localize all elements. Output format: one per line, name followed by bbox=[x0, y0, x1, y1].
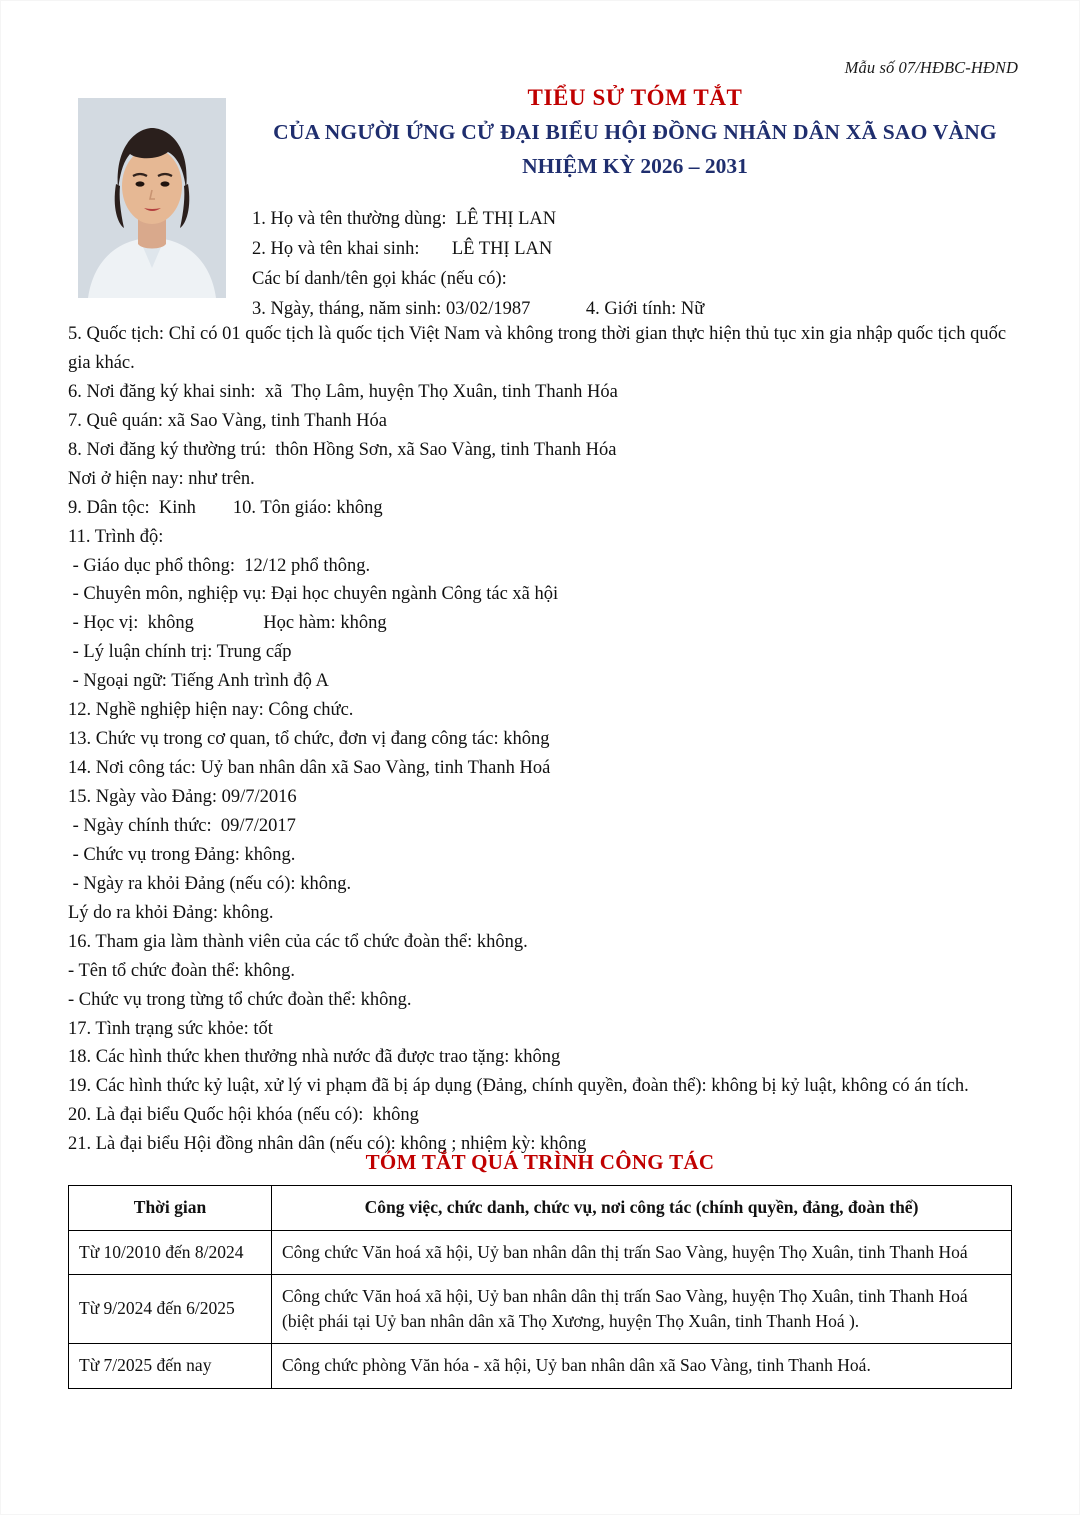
info-line: 20. Là đại biểu Quốc hội khóa (nếu có): không bbox=[68, 1105, 419, 1126]
title-line-1: TIỂU SỬ TÓM TẮT bbox=[527, 85, 743, 110]
info-line: 7. Quê quán: xã Sao Vàng, tinh Thanh Hóa bbox=[68, 410, 387, 431]
info-line: - Lý luận chính trị: Trung cấp bbox=[68, 642, 292, 663]
cell-description: Công chức Văn hoá xã hội, Uỷ ban nhân dân thị trấn Sao Vàng, huyện Thọ Xuân, tinh Thanh Hoá (biệt phái tại Uỷ ban nhân dân xã Thọ Xương, huyện Thọ Xuân, tinh Thanh Hoá ). bbox=[272, 1275, 1012, 1344]
personal-info-body bbox=[68, 320, 1020, 1159]
info-line: 15. Ngày vào Đảng: 09/7/2016 bbox=[68, 787, 297, 807]
info-line: 19. Các hình thức kỷ luật, xử lý vi phạm đã bị áp dụng (Đảng, chính quyền, đoàn thể): không bị kỷ luật, không có án tích. bbox=[68, 1076, 969, 1097]
info-line: - Chuyên môn, nghiệp vụ: Đại học chuyên ngành Công tác xã hội bbox=[68, 584, 559, 605]
candidate-photo bbox=[78, 98, 226, 298]
info-line: 5. Quốc tịch: Chỉ có 01 quốc tịch là quốc tịch Việt Nam và không trong thời gian thực hiện thủ tục xin gia nhập quốc tịch quốc gia khác. bbox=[68, 324, 1011, 373]
personal-info-top bbox=[252, 205, 704, 325]
info-line: 9. Dân tộc: Kinh 10. Tôn giáo: không bbox=[68, 497, 383, 518]
info-line: - Ngày chính thức: 09/7/2017 bbox=[68, 815, 296, 836]
info-line: 1. Họ và tên thường dùng: LÊ THỊ LAN bbox=[252, 209, 557, 229]
cell-time: Từ 7/2025 đến nay bbox=[69, 1344, 272, 1389]
info-line: - Giáo dục phổ thông: 12/12 phổ thông. bbox=[68, 555, 371, 576]
cell-time: Từ 9/2024 đến 6/2025 bbox=[69, 1275, 272, 1344]
info-line: 11. Trình độ: bbox=[68, 526, 164, 547]
info-line: 8. Nơi đăng ký thường trú: thôn Hồng Sơn, xã Sao Vàng, tinh Thanh Hóa bbox=[68, 439, 617, 460]
info-line: - Ngoại ngữ: Tiếng Anh trình độ A bbox=[68, 671, 329, 692]
cell-description: Công chức Văn hoá xã hội, Uỷ ban nhân dân thị trấn Sao Vàng, huyện Thọ Xuân, tinh Thanh Hoá bbox=[272, 1230, 1012, 1275]
info-line: Nơi ở hiện nay: như trên. bbox=[68, 468, 255, 489]
table-header-row bbox=[69, 1186, 1012, 1231]
info-line: 2. Họ và tên khai sinh: LÊ THỊ LAN bbox=[252, 238, 553, 259]
table-row bbox=[69, 1230, 1012, 1275]
info-line: - Chức vụ trong từng tổ chức đoàn thể: không. bbox=[68, 989, 412, 1010]
table-row bbox=[69, 1344, 1012, 1389]
info-line: 14. Nơi công tác: Uỷ ban nhân dân xã Sao Vàng, tinh Thanh Hoá bbox=[68, 758, 551, 779]
cell-time: Từ 10/2010 đến 8/2024 bbox=[69, 1230, 272, 1275]
title-line-2: CỦA NGƯỜI ỨNG CỬ ĐẠI BIỂU HỘI ĐỒNG NHÂN DÂN XÃ SAO VÀNG bbox=[273, 120, 997, 145]
form-code: Mẫu số 07/HĐBC-HĐND bbox=[844, 58, 1018, 77]
info-line: 16. Tham gia làm thành viên của các tổ chức đoàn thể: không. bbox=[68, 931, 528, 952]
info-line: - Học vị: không Học hàm: không bbox=[68, 613, 387, 634]
document-title-block bbox=[250, 82, 1020, 182]
cell-description: Công chức phòng Văn hóa - xã hội, Uỷ ban nhân dân xã Sao Vàng, tinh Thanh Hoá. bbox=[272, 1344, 1012, 1389]
info-line: Các bí danh/tên gọi khác (nếu có): bbox=[252, 268, 507, 289]
work-history-table bbox=[68, 1185, 1012, 1389]
info-line: 12. Nghề nghiệp hiện nay: Công chức. bbox=[68, 700, 354, 721]
info-line: Lý do ra khỏi Đảng: không. bbox=[68, 902, 274, 923]
info-line: 17. Tình trạng sức khỏe: tốt bbox=[68, 1018, 273, 1039]
table-row bbox=[69, 1275, 1012, 1344]
column-header-description: Công việc, chức danh, chức vụ, nơi công tác (chính quyền, đảng, đoàn thể) bbox=[272, 1186, 1012, 1231]
info-line: - Ngày ra khỏi Đảng (nếu có): không. bbox=[68, 873, 352, 894]
info-line: 3. Ngày, tháng, năm sinh: 03/02/1987 4. Giới tính: Nữ bbox=[252, 298, 705, 319]
work-history-heading: TÓM TẮT QUÁ TRÌNH CÔNG TÁC bbox=[365, 1150, 715, 1174]
portrait-icon bbox=[78, 98, 226, 298]
info-line: - Chức vụ trong Đảng: không. bbox=[68, 844, 296, 865]
info-line: 18. Các hình thức khen thưởng nhà nước đã được trao tặng: không bbox=[68, 1047, 561, 1068]
info-line: - Tên tổ chức đoàn thể: không. bbox=[68, 960, 296, 981]
column-header-time: Thời gian bbox=[69, 1186, 272, 1231]
info-line: 21. Là đại biểu Hội đồng nhân dân (nếu có): không ; nhiệm kỳ: không bbox=[68, 1134, 587, 1155]
info-line: 13. Chức vụ trong cơ quan, tổ chức, đơn vị đang công tác: không bbox=[68, 729, 550, 750]
info-line: 6. Nơi đăng ký khai sinh: xã Thọ Lâm, huyện Thọ Xuân, tinh Thanh Hóa bbox=[68, 381, 618, 402]
title-line-3: NHIỆM KỲ 2026 – 2031 bbox=[522, 154, 748, 179]
